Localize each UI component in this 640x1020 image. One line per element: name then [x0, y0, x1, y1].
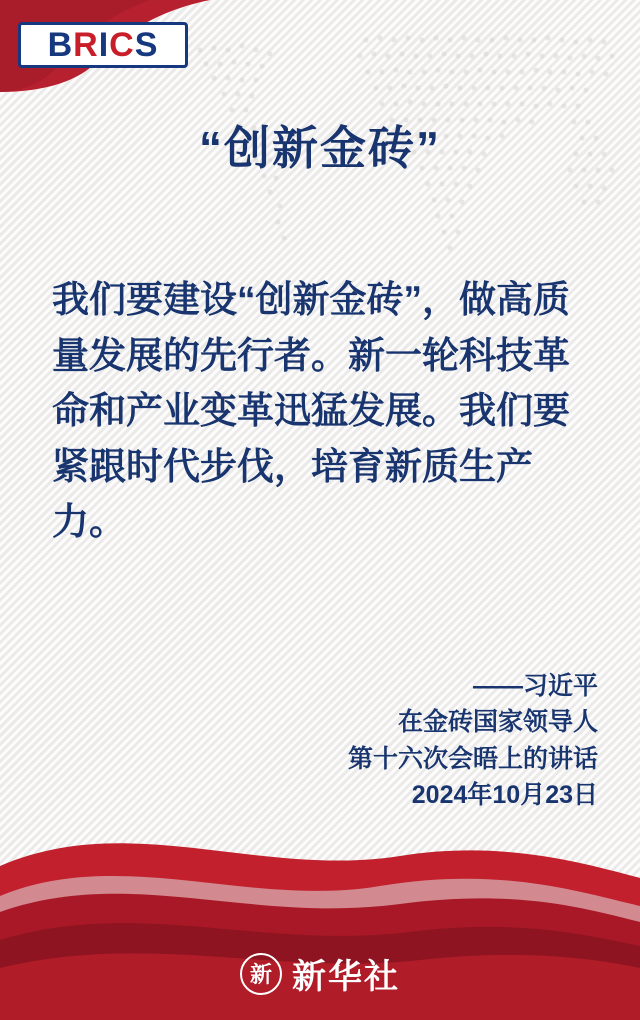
- xinhua-emblem-icon: 新: [240, 953, 282, 995]
- attribution-speaker: ——习近平: [472, 672, 598, 700]
- brics-logo-text: [48, 28, 159, 62]
- publisher-name: 新华社: [292, 959, 400, 996]
- publisher-logo: [0, 949, 640, 998]
- attribution-block: [348, 668, 598, 813]
- brics-letter-i: I: [98, 26, 110, 64]
- page-title: “创新金砖”: [199, 122, 441, 174]
- attribution-date: 2024年10月23日: [411, 780, 598, 809]
- attribution-occasion-line-1: 在金砖国家领导人: [397, 708, 598, 737]
- brics-letter-c: C: [109, 26, 135, 64]
- brics-logo: [18, 22, 188, 68]
- attribution-occasion-line-2: 第十六次会晤上的讲话: [347, 744, 598, 773]
- brics-letter-r: R: [73, 26, 99, 64]
- brics-letter-s: S: [134, 26, 159, 64]
- brics-letter-b: B: [47, 26, 74, 64]
- quote-text: 我们要建设“创新金砖”，做高质量发展的先行者。新一轮科技革命和产业变革迅猛发展。我们要紧跟时代步伐，培育新质生产力。: [52, 279, 570, 542]
